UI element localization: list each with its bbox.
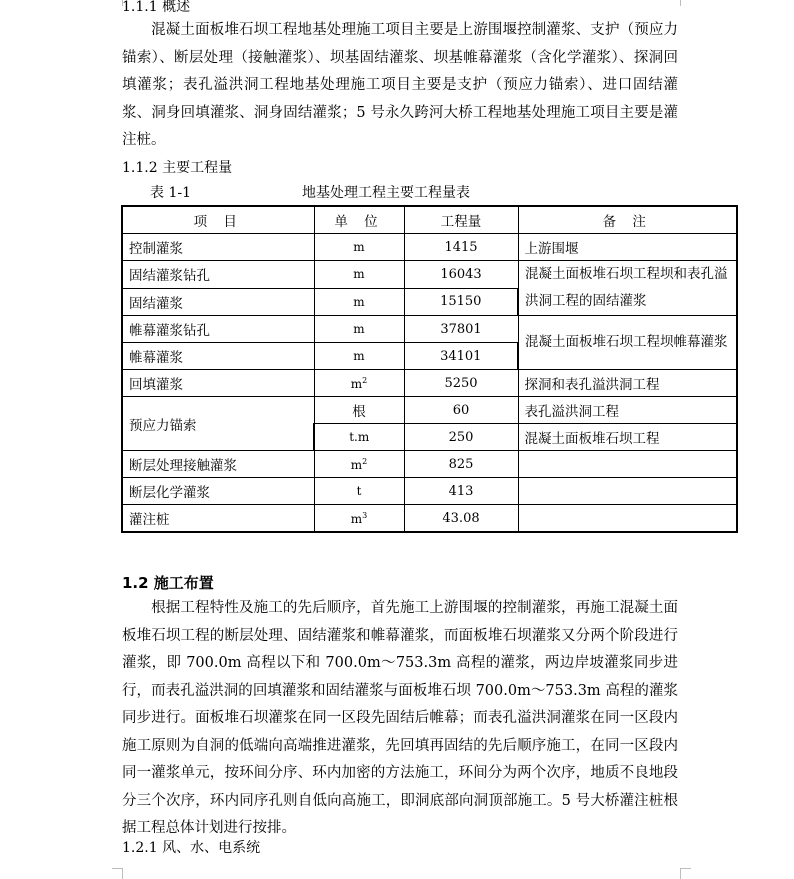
note-cell — [518, 451, 737, 478]
item-cell: 断层处理接触灌浆 — [122, 451, 314, 478]
quantity-table — [121, 205, 738, 533]
note-cell: 上游围堰 — [518, 234, 737, 261]
item-cell: 固结灌浆 — [122, 288, 314, 316]
heading-1-1-1: 1.1.1 概述 — [122, 0, 191, 15]
quantity-cell: 16043 — [404, 261, 518, 289]
quantity-cell: 413 — [404, 478, 518, 505]
note-cell — [518, 505, 737, 533]
table-row — [122, 397, 737, 424]
unit-cell — [314, 505, 404, 533]
unit-superscript: 2 — [362, 375, 368, 385]
note-cell — [518, 478, 737, 505]
page-corner-mark — [112, 868, 123, 879]
unit-superscript: 3 — [362, 510, 368, 520]
unit-text: m — [350, 511, 363, 526]
item-cell: 帷幕灌浆 — [122, 343, 314, 370]
column-header-unit: 单 位 — [314, 206, 404, 234]
column-header-quantity: 工程量 — [404, 206, 518, 234]
item-cell: 固结灌浆钻孔 — [122, 261, 314, 289]
unit-cell: t — [314, 478, 404, 505]
note-cell: 混凝土面板堆石坝工程 — [518, 424, 737, 451]
table-row — [122, 316, 737, 343]
table-row — [122, 370, 737, 397]
unit-cell: m — [314, 261, 404, 289]
unit-cell: m — [314, 343, 404, 370]
quantity-cell: 5250 — [404, 370, 518, 397]
item-cell: 灌注桩 — [122, 505, 314, 533]
unit-text: m — [350, 457, 363, 472]
item-cell: 预应力锚索 — [122, 397, 314, 451]
heading-1-2-1: 1.2.1 风、水、电系统 — [122, 840, 261, 856]
note-cell: 混凝土面板堆石坝工程坝帷幕灌浆 — [518, 316, 737, 370]
item-cell: 控制灌浆 — [122, 234, 314, 261]
unit-superscript: 2 — [362, 456, 368, 466]
table-header-row — [122, 206, 737, 234]
overview-paragraph: 混凝土面板堆石坝工程地基处理施工项目主要是上游围堰控制灌浆、支护（预应力锚索）、断层处理（接触灌浆）、坝基固结灌浆、坝基帷幕灌浆（含化学灌浆）、探洞回填灌浆；表孔溢洪洞工程地基处理施工项目主要是支护（预应力锚索）、进口固结灌浆、洞身回填灌浆、洞身固结灌浆；5 号永久跨河大桥工程地基处理施工项目主要是灌注桩。 — [122, 22, 678, 148]
quantity-cell: 825 — [404, 451, 518, 478]
table-row — [122, 234, 737, 261]
unit-cell: m — [314, 316, 404, 343]
note-cell: 探洞和表孔溢洪洞工程 — [518, 370, 737, 397]
unit-cell: 根 — [314, 397, 404, 424]
column-header-item: 项 目 — [122, 206, 314, 234]
table-row — [122, 261, 737, 289]
quantity-cell: 37801 — [404, 316, 518, 343]
table-title: 地基处理工程主要工程量表 — [302, 185, 470, 201]
unit-cell: t.m — [314, 424, 404, 451]
quantity-cell: 15150 — [404, 288, 518, 316]
quantity-cell: 1415 — [404, 234, 518, 261]
heading-1-1-2: 1.1.2 主要工程量 — [122, 160, 233, 176]
quantity-cell: 60 — [404, 397, 518, 424]
table-row — [122, 505, 737, 533]
item-cell: 断层化学灌浆 — [122, 478, 314, 505]
unit-cell — [314, 451, 404, 478]
table-label: 表 1-1 — [150, 185, 191, 201]
table-row — [122, 478, 737, 505]
unit-cell: m — [314, 288, 404, 316]
page-corner-mark — [680, 868, 691, 879]
note-cell: 混凝土面板堆石坝工程坝和表孔溢洪洞工程的固结灌浆 — [518, 261, 737, 316]
quantity-cell: 250 — [404, 424, 518, 451]
quantity-cell: 34101 — [404, 343, 518, 370]
column-header-note: 备 注 — [518, 206, 737, 234]
heading-1-2: 1.2 施工布置 — [122, 574, 214, 592]
unit-cell: m — [314, 234, 404, 261]
unit-cell — [314, 370, 404, 397]
unit-text: m — [350, 376, 363, 391]
table-row — [122, 451, 737, 478]
quantity-cell: 43.08 — [404, 505, 518, 533]
item-cell: 回填灌浆 — [122, 370, 314, 397]
layout-paragraph: 根据工程特性及施工的先后顺序，首先施工上游围堰的控制灌浆，再施工混凝土面板堆石坝工程的断层处理、固结灌浆和帷幕灌浆，而面板堆石坝灌浆又分两个阶段进行灌浆，即 700.0m 高程以下和 700.0m～753.3m 高程的灌浆，两边岸坡灌浆同步进行，而表孔溢洪洞的回填灌浆和固结灌浆与面板堆石坝 700.0m～753.3m 高程的灌浆同步进行。面板堆石坝灌浆在同一区段先固结后帷幕；而表孔溢洪洞灌浆在同一区段内施工原则为自洞的低端向高端推进灌浆，先回填再固结的先后顺序施工，在同一区段内同一灌浆单元，按环间分序、环内加密的方法施工，环间分为两个次序，地质不良地段分三个次序，环内同序孔则自低向高施工，即洞底部向洞顶部施工。5 号大桥灌注桩根据工程总体计划进行按排。 — [122, 600, 678, 836]
item-cell: 帷幕灌浆钻孔 — [122, 316, 314, 343]
note-cell: 表孔溢洪洞工程 — [518, 397, 737, 424]
page-corner-mark — [680, 0, 691, 6]
